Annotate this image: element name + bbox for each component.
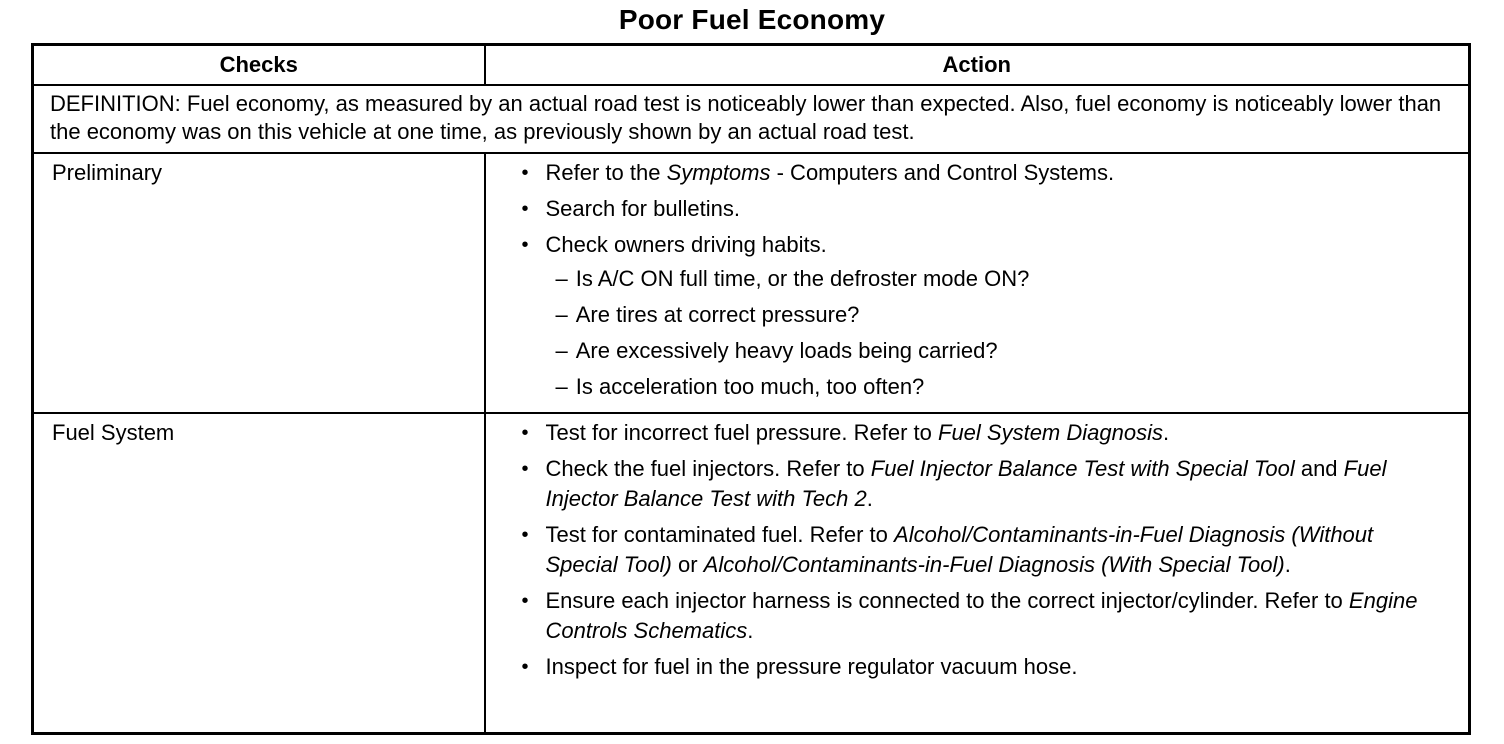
diagnosis-table bbox=[31, 43, 1471, 735]
doc-reference: Alcohol/Contaminants-in-Fuel Diagnosis (Without Special Tool) bbox=[545, 522, 1374, 577]
doc-reference: Symptoms bbox=[666, 160, 771, 185]
action-item: • Inspect for fuel in the pressure regulator vacuum hose. bbox=[520, 652, 1451, 682]
definition-row bbox=[33, 85, 1470, 153]
action-cell-fuel-system bbox=[485, 413, 1470, 734]
doc-reference: Fuel System Diagnosis bbox=[938, 420, 1163, 445]
sub-item: – Are excessively heavy loads being carried? bbox=[555, 338, 998, 363]
action-item: • Search for bulletins. bbox=[520, 194, 1451, 224]
checks-header: Checks bbox=[33, 45, 485, 86]
doc-reference: Engine Controls Schematics bbox=[545, 588, 1418, 643]
header-row bbox=[33, 45, 1470, 86]
definition-text: DEFINITION: Fuel economy, as measured by an actual road test is noticeably lower than expected. Also, fuel economy is noticeably lower than the economy was on this vehicle at one time, as previously shown by an actual road test. bbox=[33, 85, 1470, 153]
table-row bbox=[33, 413, 1470, 734]
check-preliminary: Preliminary bbox=[33, 153, 485, 413]
action-cell-preliminary bbox=[485, 153, 1470, 413]
action-item: • Refer to the Symptoms - Computers and Control Systems. bbox=[520, 158, 1451, 188]
action-item: • Test for incorrect fuel pressure. Refer to Fuel System Diagnosis. bbox=[520, 418, 1451, 448]
doc-reference: Alcohol/Contaminants-in-Fuel Diagnosis (With Special Tool) bbox=[703, 552, 1285, 577]
table-row bbox=[33, 153, 1470, 413]
sub-item: – Are tires at correct pressure? bbox=[555, 302, 860, 327]
check-fuel-system: Fuel System bbox=[33, 413, 485, 734]
action-item: • Ensure each injector harness is connected to the correct injector/cylinder. Refer to Engine Controls Schematics. bbox=[520, 586, 1451, 646]
doc-reference: Fuel Injector Balance Test with Special Tool bbox=[870, 456, 1295, 481]
action-item: • Check the fuel injectors. Refer to Fuel Injector Balance Test with Special Tool and Fuel Injector Balance Test with Tech 2. bbox=[520, 454, 1451, 514]
doc-reference: Fuel Injector Balance Test with Tech 2 bbox=[545, 456, 1387, 511]
action-item: • Test for contaminated fuel. Refer to Alcohol/Contaminants-in-Fuel Diagnosis (Without Special Tool) or Alcohol/Contaminants-in-Fuel Diagnosis (With Special Tool). bbox=[520, 520, 1451, 580]
sub-item: – Is acceleration too much, too often? bbox=[555, 374, 925, 399]
action-item: • Check owners driving habits. – Is A/C ON full time, or the defroster mode ON? – Are tires at correct pressure? – Are excessively heavy loads being carried? – Is acceleration too much, too often? bbox=[520, 230, 1451, 402]
page-title: Poor Fuel Economy bbox=[618, 4, 886, 35]
sub-item: – Is A/C ON full time, or the defroster mode ON? bbox=[555, 266, 1030, 291]
action-header: Action bbox=[485, 45, 1470, 86]
